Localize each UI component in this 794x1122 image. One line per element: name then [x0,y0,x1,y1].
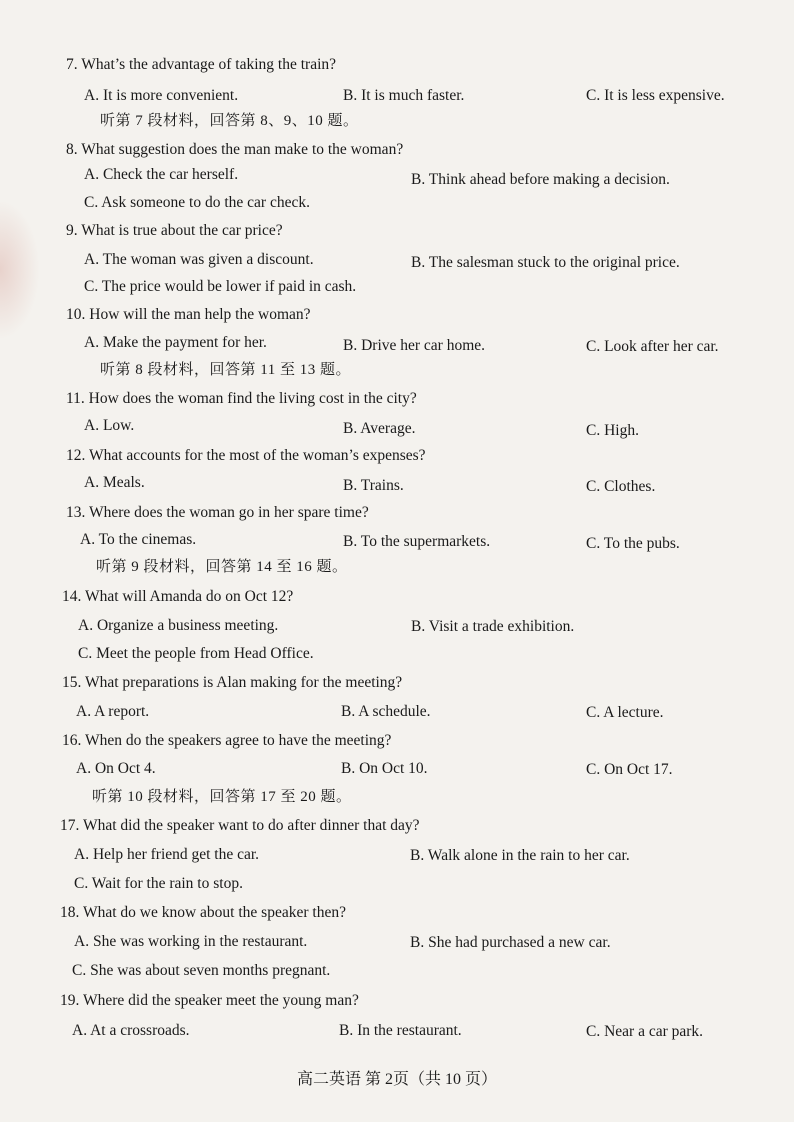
answer-option: A. To the cinemas. [80,531,197,548]
answer-option: C. Clothes. [586,478,656,495]
question-line: 13. Where does the woman go in her spare time? [66,504,369,521]
question-line: 7. What’s the advantage of taking the train? [66,56,337,73]
answer-option: C. To the pubs. [586,535,680,552]
answer-option: A. It is more convenient. [84,87,239,104]
answer-option: C. It is less expensive. [586,87,725,104]
question-line: 16. When do the speakers agree to have the meeting? [62,732,392,749]
answer-option: B. A schedule. [341,703,431,720]
answer-option: B. To the supermarkets. [343,533,491,550]
answer-option: A. Help her friend get the car. [74,846,260,863]
answer-option: A. Meals. [84,474,145,491]
question-line: 8. What suggestion does the man make to the woman? [66,141,404,158]
answer-option: C. High. [586,422,639,439]
answer-option: C. She was about seven months pregnant. [72,962,331,979]
answer-option: A. The woman was given a discount. [84,251,314,268]
section-instruction: 听第 7 段材料，回答第 8、9、10 题。 [100,113,359,129]
answer-option: B. In the restaurant. [339,1022,462,1039]
answer-option: C. A lecture. [586,704,664,721]
question-line: 9. What is true about the car price? [66,222,283,239]
question-line: 10. How will the man help the woman? [66,306,311,323]
answer-option: A. At a crossroads. [72,1022,190,1039]
question-line: 14. What will Amanda do on Oct 12? [62,588,294,605]
question-line: 11. How does the woman find the living cost in the city? [66,390,417,407]
answer-option: C. The price would be lower if paid in cash. [84,278,357,295]
answer-option: A. Check the car herself. [84,166,239,183]
answer-option: B. Average. [343,420,416,437]
answer-option: B. She had purchased a new car. [410,934,611,951]
question-line: 12. What accounts for the most of the woman’s expenses? [66,447,426,464]
answer-option: B. Trains. [343,477,404,494]
answer-option: B. Visit a trade exhibition. [411,618,575,635]
question-line: 19. Where did the speaker meet the young man? [60,992,359,1009]
answer-option: A. Low. [84,417,135,434]
answer-option: C. Near a car park. [586,1023,704,1040]
paper-stain [0,200,40,340]
answer-option: B. Think ahead before making a decision. [411,171,670,188]
answer-option: A. A report. [76,703,150,720]
page-footer: 高二英语 第 2页（共 10 页） [296,1071,497,1088]
answer-option: B. On Oct 10. [341,760,428,777]
answer-option: C. Wait for the rain to stop. [74,875,243,892]
answer-option: C. On Oct 17. [586,761,673,778]
section-instruction: 听第 9 段材料，回答第 14 至 16 题。 [96,559,348,575]
question-line: 15. What preparations is Alan making for the meeting? [62,674,403,691]
question-line: 17. What did the speaker want to do after dinner that day? [60,817,420,834]
section-instruction: 听第 8 段材料，回答第 11 至 13 题。 [100,362,351,378]
section-instruction: 听第 10 段材料，回答第 17 至 20 题。 [92,789,352,805]
answer-option: A. On Oct 4. [76,760,156,777]
answer-option: B. The salesman stuck to the original price. [411,254,680,271]
answer-option: B. It is much faster. [343,87,465,104]
answer-option: B. Drive her car home. [343,337,486,354]
answer-option: A. Organize a business meeting. [78,617,279,634]
answer-option: C. Ask someone to do the car check. [84,194,310,211]
answer-option: A. She was working in the restaurant. [74,933,308,950]
question-line: 18. What do we know about the speaker then? [60,904,346,921]
answer-option: B. Walk alone in the rain to her car. [410,847,630,864]
answer-option: C. Look after her car. [586,338,719,355]
answer-option: C. Meet the people from Head Office. [78,645,314,662]
answer-option: A. Make the payment for her. [84,334,267,351]
